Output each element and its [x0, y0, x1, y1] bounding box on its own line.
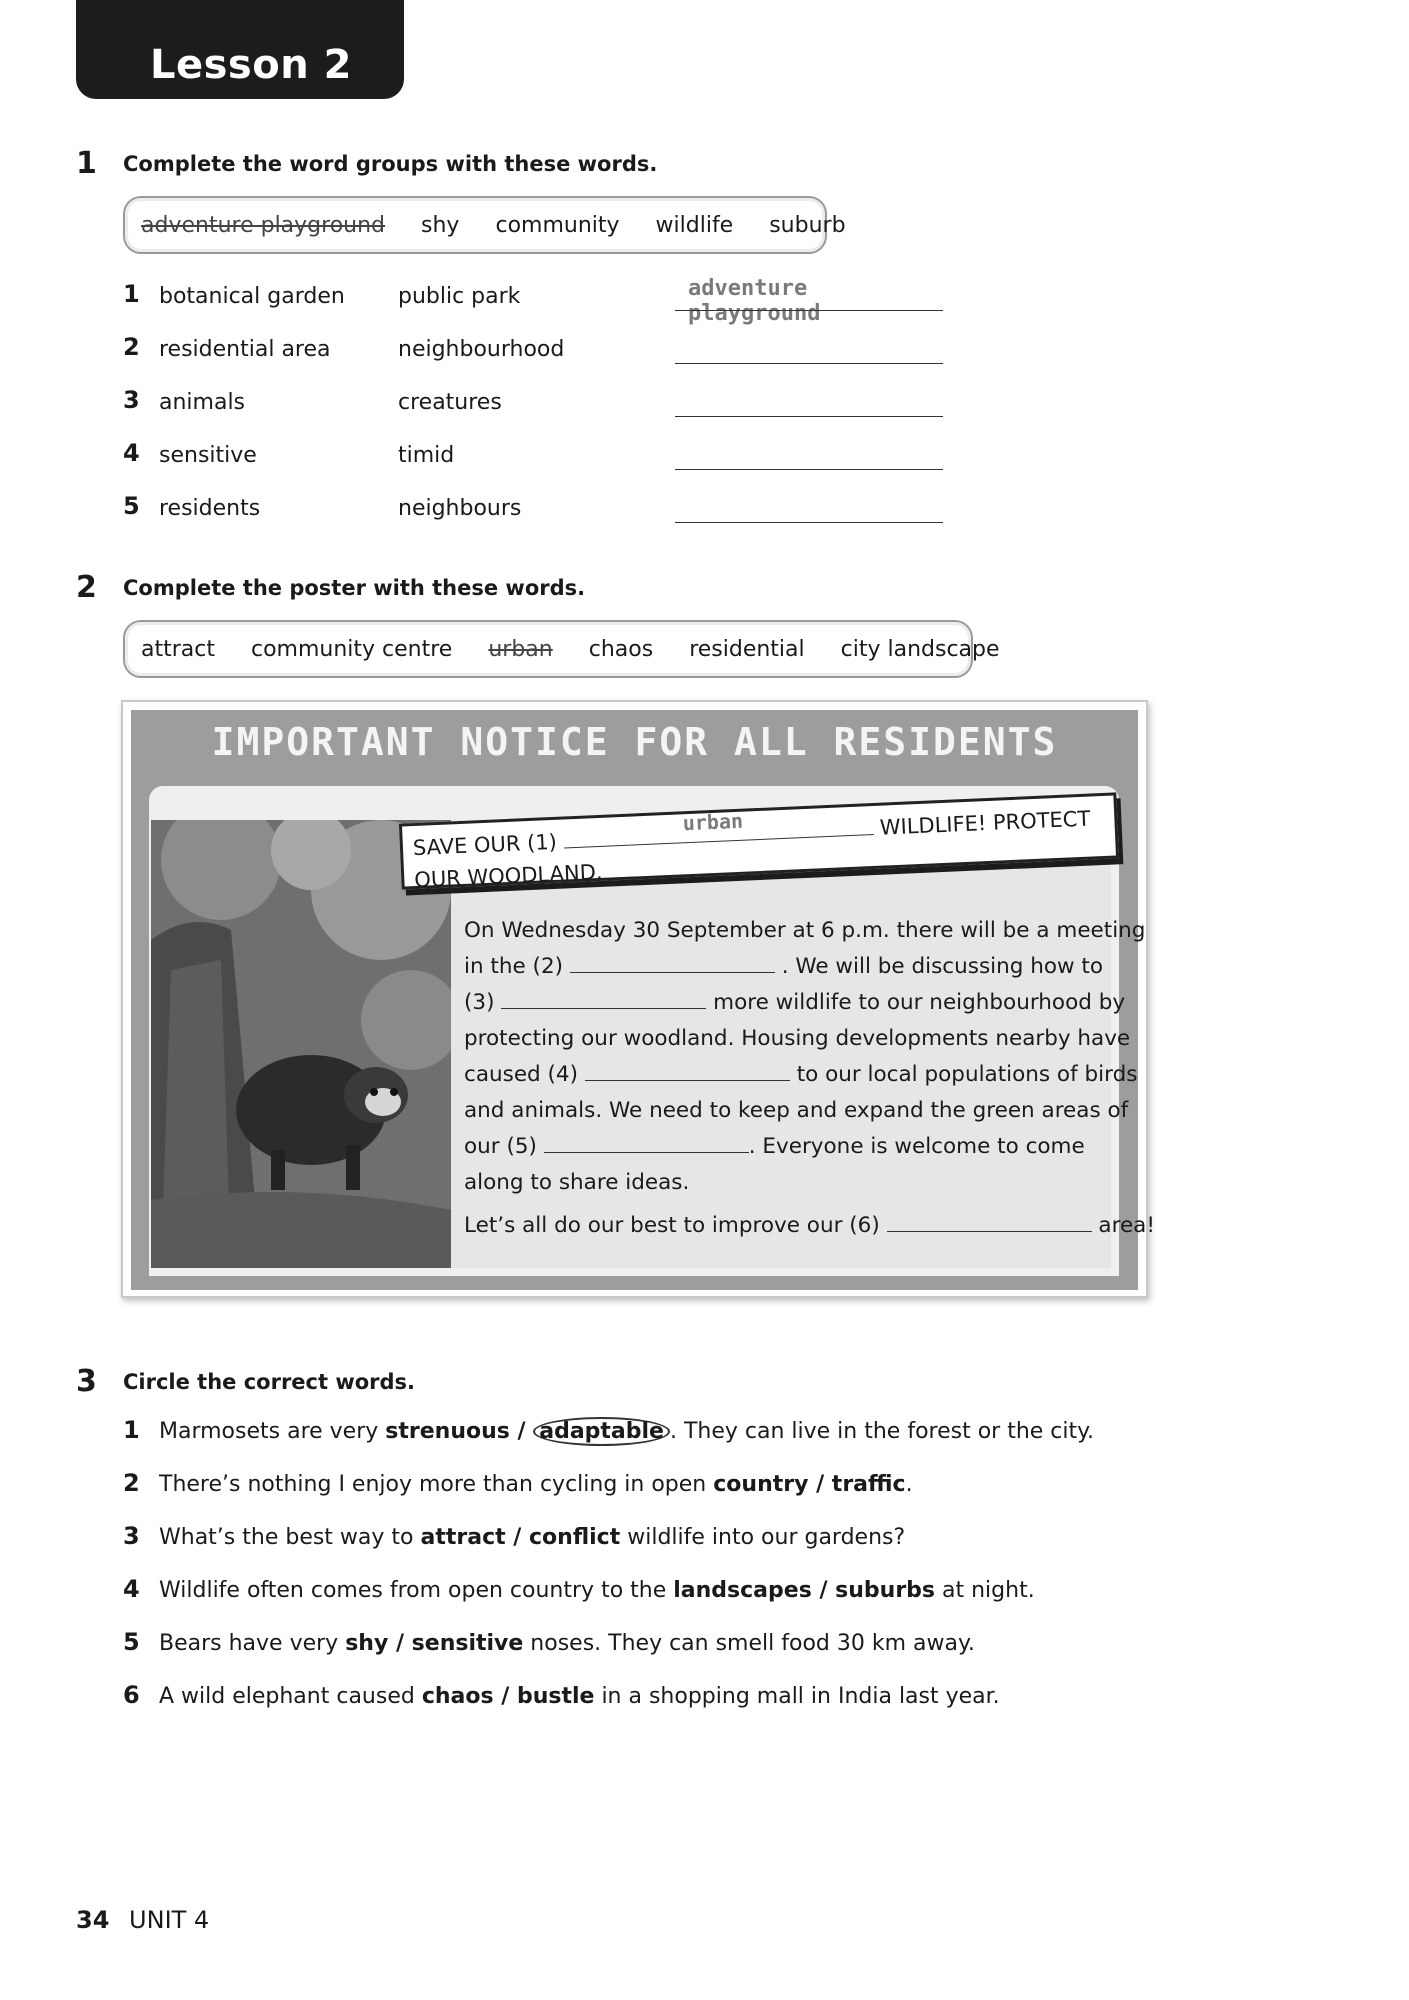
- sentence-item: 6 A wild elephant caused chaos / bustle in a shopping mall in India last year.: [123, 1681, 1000, 1709]
- row-word-b: neighbourhood: [398, 337, 565, 362]
- option-a[interactable]: country: [713, 1472, 809, 1497]
- sentence-item: 4 Wildlife often comes from open country to the landscapes / suburbs at night.: [123, 1575, 1035, 1603]
- exercise-2-word-box: [123, 620, 1000, 678]
- option-a[interactable]: shy: [345, 1631, 389, 1656]
- row-word-b: creatures: [398, 390, 502, 415]
- row-number: 2: [123, 333, 140, 361]
- answer-blank[interactable]: [563, 808, 873, 849]
- poster-line: Let’s all do our best to improve our (6) area!: [464, 1213, 1155, 1238]
- poster-line: our (5) . Everyone is welcome to come: [464, 1134, 1085, 1159]
- sentence-item: 5 Bears have very shy / sensitive noses. They can smell food 30 km away.: [123, 1628, 975, 1656]
- sentence-item: 3 What’s the best way to attract / conflict wildlife into our gardens?: [123, 1522, 906, 1550]
- row-number: 3: [123, 386, 140, 414]
- word-box-item: community centre: [250, 636, 453, 662]
- option-b[interactable]: sensitive: [411, 1631, 524, 1656]
- sentence-item: 1 Marmosets are very strenuous / adaptable . They can live in the forest or the city.: [123, 1416, 1095, 1444]
- option-a[interactable]: attract: [420, 1525, 506, 1550]
- banner-answer: urban: [682, 808, 744, 836]
- answer-blank[interactable]: [675, 416, 943, 417]
- option-b[interactable]: conflict: [529, 1525, 621, 1550]
- poster-line: in the (2) . We will be discussing how to: [464, 954, 1104, 979]
- word-box-item: urban: [488, 636, 553, 662]
- row-word-b: public park: [398, 284, 521, 309]
- exercise-3-title: Circle the correct words.: [123, 1370, 416, 1394]
- banner-text-line2: OUR WOODLAND.: [413, 859, 603, 893]
- option-b[interactable]: bustle: [516, 1684, 595, 1709]
- word-box-item: community: [495, 212, 620, 238]
- option-a[interactable]: chaos: [421, 1684, 494, 1709]
- poster-line: On Wednesday 30 September at 6 p.m. there will be a meeting: [464, 918, 1146, 943]
- answer-blank[interactable]: [501, 991, 706, 1009]
- exercise-1-word-box: [123, 196, 846, 254]
- word-box-item: adventure playground: [141, 212, 386, 238]
- word-box-item: shy: [421, 212, 460, 238]
- exercise-1-title: Complete the word groups with these words.: [123, 152, 658, 176]
- row-number: 1: [123, 280, 140, 308]
- banner-text-end: WILDLIFE! PROTECT: [879, 806, 1091, 840]
- answer-blank[interactable]: [675, 522, 943, 523]
- exercise-1-number: 1: [76, 146, 97, 181]
- word-box-item: city landscape: [840, 636, 1000, 662]
- option-a[interactable]: strenuous: [385, 1419, 510, 1444]
- word-box-item: suburb: [769, 212, 846, 238]
- row-word-a: sensitive: [159, 443, 257, 468]
- poster-line: protecting our woodland. Housing developments nearby have: [464, 1026, 1131, 1051]
- poster-headline: IMPORTANT NOTICE FOR ALL RESIDENTS: [211, 720, 1058, 764]
- sentence-item: 2 There’s nothing I enjoy more than cycling in open country / traffic.: [123, 1469, 913, 1497]
- answer-blank[interactable]: [675, 310, 943, 311]
- poster-line: caused (4) to our local populations of birds: [464, 1062, 1138, 1087]
- word-box-item: attract: [141, 636, 215, 662]
- answer-blank[interactable]: [544, 1135, 749, 1153]
- option-a[interactable]: landscapes: [673, 1578, 812, 1603]
- exercise-3-number: 3: [76, 1364, 97, 1399]
- answer-blank[interactable]: [570, 955, 775, 973]
- answer-blank[interactable]: [675, 363, 943, 364]
- row-number: 5: [123, 492, 140, 520]
- option-b[interactable]: adaptable: [533, 1417, 670, 1446]
- banner-text-start: SAVE OUR (1): [412, 829, 558, 861]
- poster-line: (3) more wildlife to our neighbourhood by: [464, 990, 1126, 1015]
- word-box-item: wildlife: [655, 212, 734, 238]
- exercise-2-title: Complete the poster with these words.: [123, 576, 586, 600]
- exercise-2-number: 2: [76, 570, 97, 605]
- row-number: 4: [123, 439, 140, 467]
- row-word-a: animals: [159, 390, 246, 415]
- page-footer: [76, 1906, 209, 1934]
- word-box-item: chaos: [588, 636, 654, 662]
- row-answer: adventure playground: [688, 276, 821, 326]
- lesson-title: Lesson 2: [150, 42, 352, 88]
- poster-line: along to share ideas.: [464, 1170, 690, 1195]
- row-word-a: residential area: [159, 337, 331, 362]
- page-number: 34: [76, 1906, 110, 1934]
- poster-line: and animals. We need to keep and expand the green areas of: [464, 1098, 1129, 1123]
- option-b[interactable]: traffic: [831, 1472, 906, 1497]
- word-box-item: residential: [689, 636, 805, 662]
- row-word-a: residents: [159, 496, 261, 521]
- answer-blank[interactable]: [887, 1214, 1092, 1232]
- unit-label: UNIT 4: [129, 1906, 210, 1934]
- row-word-b: neighbours: [398, 496, 522, 521]
- answer-blank[interactable]: [675, 469, 943, 470]
- option-b[interactable]: suburbs: [835, 1578, 936, 1603]
- row-word-b: timid: [398, 443, 455, 468]
- lesson-header: [76, 0, 404, 99]
- row-word-a: botanical garden: [159, 284, 345, 309]
- answer-blank[interactable]: [585, 1063, 790, 1081]
